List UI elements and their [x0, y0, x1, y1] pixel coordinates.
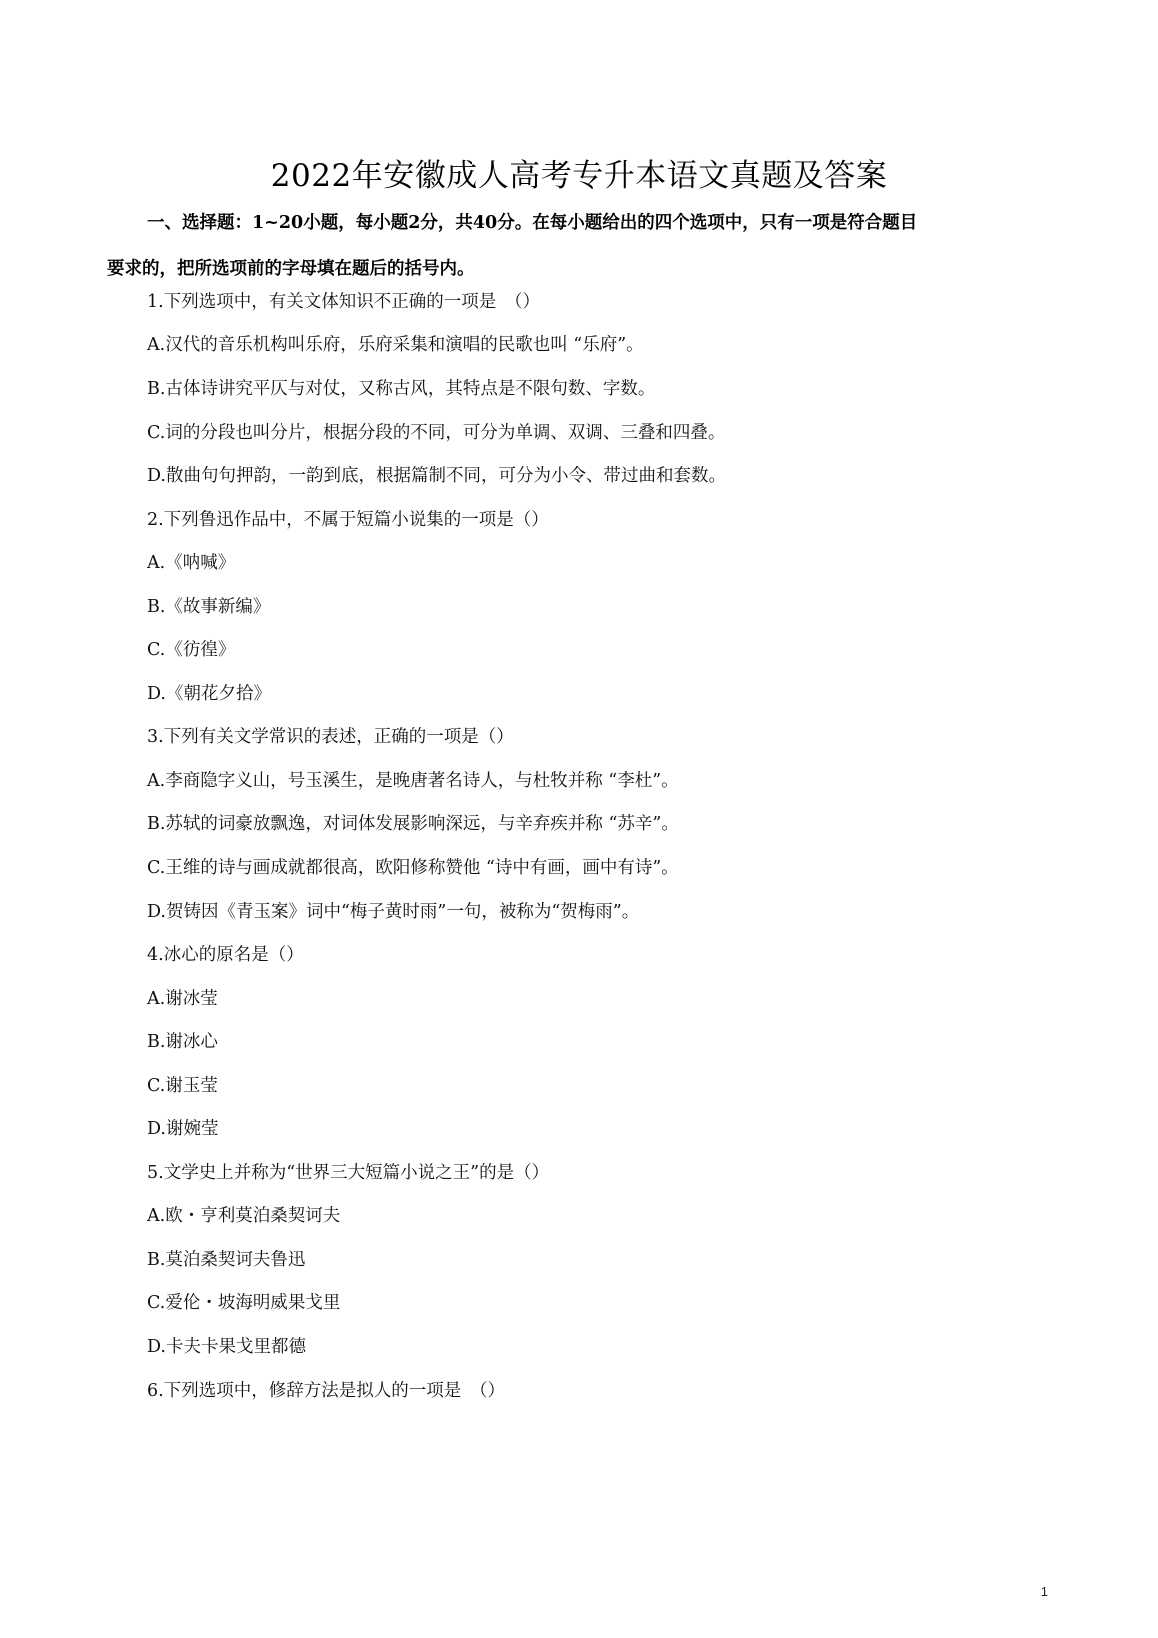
- question-5-option-d: D.卡夫卡果戈里都德: [147, 1337, 306, 1357]
- question-3-option-a: A.李商隐字义山，号玉溪生，是晚唐著名诗人，与杜牧并称 “李杜”。: [147, 771, 679, 791]
- question-6-stem: 6.下列选项中，修辞方法是拟人的一项是 （）: [147, 1381, 505, 1401]
- question-3-option-d: D.贺铸因《青玉案》词中“梅子黄时雨”一句，被称为“贺梅雨”。: [147, 902, 640, 922]
- question-2-option-b: B.《故事新编》: [147, 597, 271, 617]
- section-intro-line-1: 一、选择题：1~20小题，每小题2分，共40分。在每小题给出的四个选项中，只有一项是符合题目: [147, 213, 918, 233]
- section-intro-line-2: 要求的，把所选项前的字母填在题后的括号内。: [107, 259, 475, 279]
- question-5-stem: 5.文学史上并称为“世界三大短篇小说之王”的是（）: [147, 1163, 550, 1183]
- question-1-option-a: A.汉代的音乐机构叫乐府，乐府采集和演唱的民歌也叫 “乐府”。: [147, 335, 644, 355]
- question-3-option-c: C.王维的诗与画成就都很高，欧阳修称赞他 “诗中有画，画中有诗”。: [147, 858, 679, 878]
- question-4-option-d: D.谢婉莹: [147, 1119, 219, 1139]
- question-5-option-a: A.欧・亨利莫泊桑契诃夫: [147, 1206, 341, 1226]
- question-1-option-c: C.词的分段也叫分片，根据分段的不同，可分为单调、双调、三叠和四叠。: [147, 423, 726, 443]
- page-title: 2022年安徽成人高考专升本语文真题及答案: [270, 158, 888, 194]
- question-4-stem: 4.冰心的原名是（）: [147, 945, 304, 965]
- question-1-option-d: D.散曲句句押韵，一韵到底，根据篇制不同，可分为小令、带过曲和套数。: [147, 466, 726, 486]
- question-1-option-b: B.古体诗讲究平仄与对仗，又称古风，其特点是不限句数、字数。: [147, 379, 656, 399]
- question-5-option-c: C.爱伦・坡海明威果戈里: [147, 1293, 341, 1313]
- question-4-option-c: C.谢玉莹: [147, 1076, 218, 1096]
- question-2-stem: 2.下列鲁迅作品中，不属于短篇小说集的一项是（）: [147, 510, 549, 530]
- question-2-option-a: A.《呐喊》: [147, 553, 236, 573]
- question-1-stem: 1.下列选项中，有关文体知识不正确的一项是 （）: [147, 292, 540, 312]
- question-4-option-a: A.谢冰莹: [147, 989, 218, 1009]
- question-2-option-d: D.《朝花夕拾》: [147, 684, 271, 704]
- question-5-option-b: B.莫泊桑契诃夫鲁迅: [147, 1250, 306, 1270]
- page-number: 1: [1040, 1584, 1048, 1599]
- question-3-option-b: B.苏轼的词豪放飘逸，对词体发展影响深远，与辛弃疾并称 “苏辛”。: [147, 814, 679, 834]
- question-4-option-b: B.谢冰心: [147, 1032, 218, 1052]
- question-3-stem: 3.下列有关文学常识的表述，正确的一项是（）: [147, 727, 514, 747]
- question-2-option-c: C.《彷徨》: [147, 640, 236, 660]
